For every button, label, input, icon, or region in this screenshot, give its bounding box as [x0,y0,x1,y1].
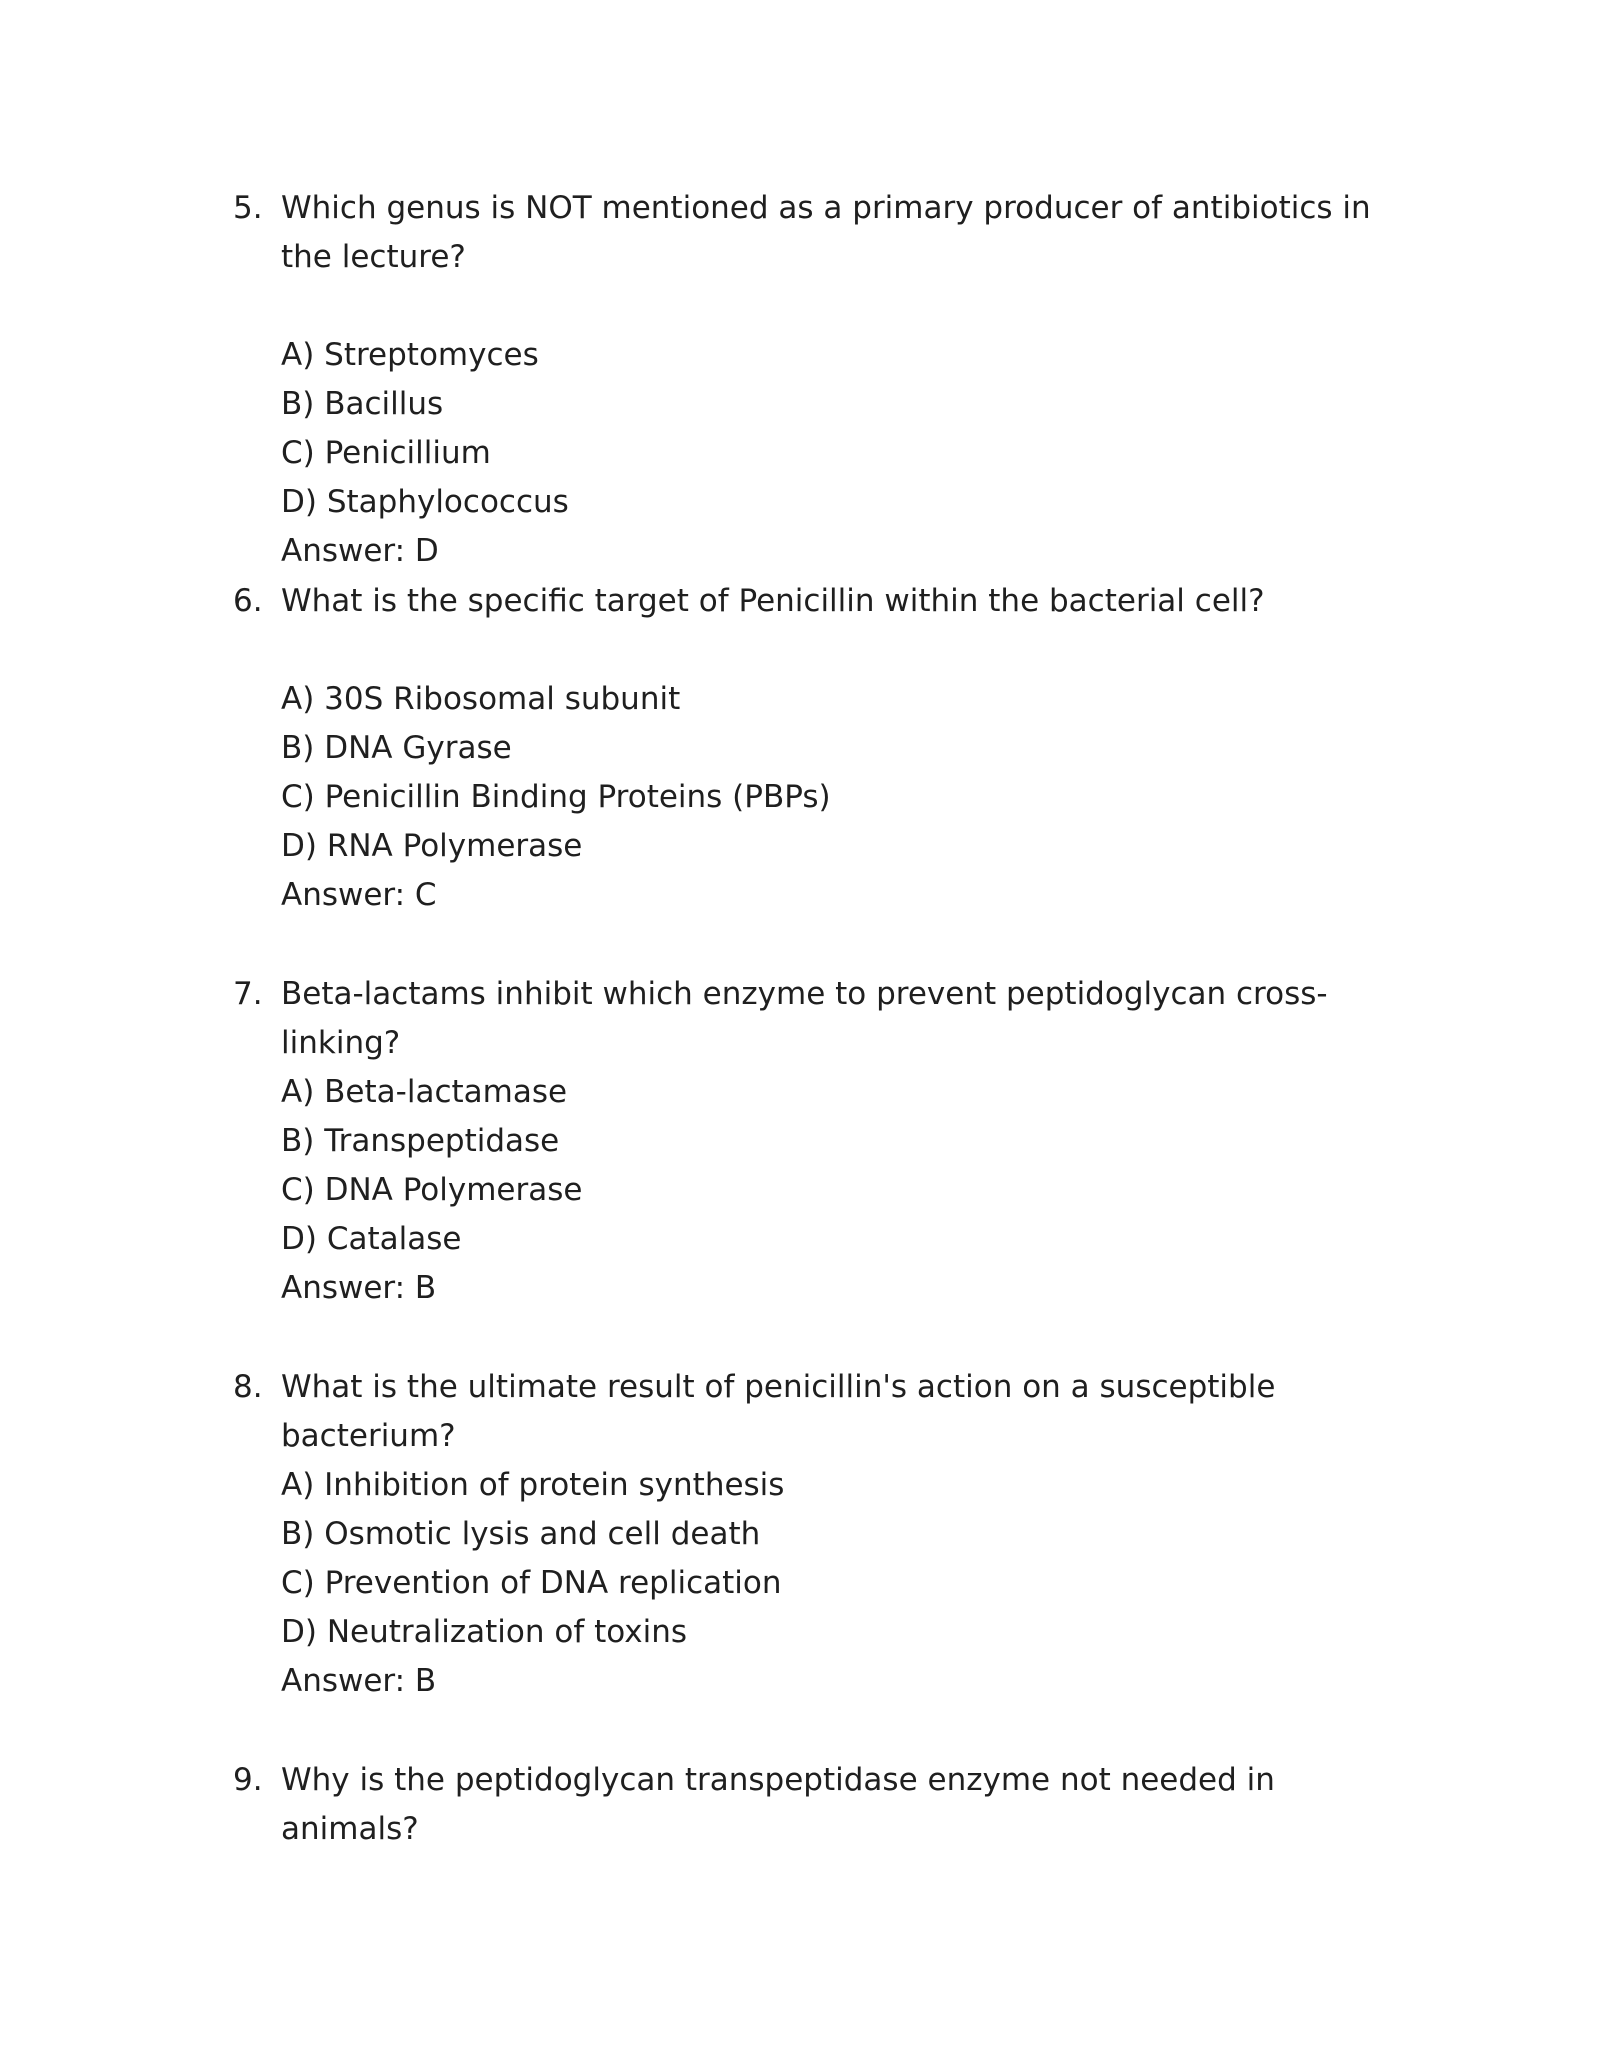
option-b: B) Bacillus [281,386,444,422]
option-c: C) DNA Polymerase [281,1172,583,1208]
option-b: B) Transpeptidase [281,1123,560,1159]
option-b: B) DNA Gyrase [281,730,512,766]
answer-options [281,1461,1381,1706]
question-text: Why is the peptidoglycan transpeptidase enzyme not needed in animals? [281,1762,1275,1847]
answer-options [281,1068,1381,1313]
question-number: 7. [233,976,263,1012]
answer-key: Answer: B [281,1663,437,1699]
option-c: C) Penicillin Binding Proteins (PBPs) [281,779,831,815]
option-b: B) Osmotic lysis and cell death [281,1516,761,1552]
question-number: 5. [233,190,263,226]
question-number: 8. [233,1369,263,1405]
option-c: C) Penicillium [281,435,491,471]
option-a: A) Streptomyces [281,337,539,373]
answer-key: Answer: C [281,877,437,913]
option-d: D) Staphylococcus [281,484,569,520]
question-text: What is the specific target of Penicillin within the bacterial cell? [281,583,1265,619]
option-a: A) 30S Ribosomal subunit [281,681,681,717]
question-text: What is the ultimate result of penicillin's action on a susceptible bacterium? [281,1369,1276,1454]
option-c: C) Prevention of DNA replication [281,1565,782,1601]
answer-key: Answer: D [281,533,439,569]
question-text: Which genus is NOT mentioned as a primary producer of antibiotics in the lecture? [281,190,1371,275]
option-d: D) RNA Polymerase [281,828,583,864]
option-a: A) Inhibition of protein synthesis [281,1467,785,1503]
option-d: D) Catalase [281,1221,462,1257]
answer-key: Answer: B [281,1270,437,1306]
option-a: A) Beta-lactamase [281,1074,568,1110]
answer-options [281,331,1381,576]
answer-options [281,675,1381,920]
question-number: 6. [233,583,263,619]
question-number: 9. [233,1762,263,1798]
question-text: Beta-lactams inhibit which enzyme to prevent peptidoglycan cross-linking? [281,976,1328,1061]
option-d: D) Neutralization of toxins [281,1614,688,1650]
